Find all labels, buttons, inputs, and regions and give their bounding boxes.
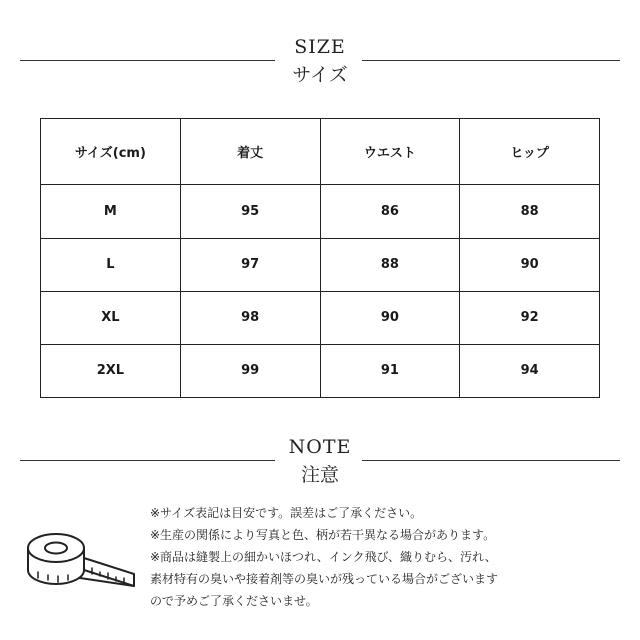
cell-size: M [41,185,181,238]
note-text [150,502,620,612]
note-title-en: NOTE [288,436,352,458]
note-title-ja: 注意 [300,464,339,486]
cell-waist: 90 [320,291,460,344]
note-line: ※生産の関係により写真と色、柄が若干異なる場合があります。 [150,528,496,542]
cell-waist: 91 [320,344,460,397]
size-title-ja: サイズ [292,64,348,86]
table-row [41,185,600,238]
note-line: 素材特有の臭いや接着剤等の臭いが残っている場合がございます [150,572,499,586]
cell-hip: 92 [460,291,600,344]
table-header-row [41,119,600,185]
size-section-header [0,36,640,86]
header-size: サイズ(cm) [41,119,181,185]
cell-length: 99 [180,344,320,397]
cell-size: 2XL [41,344,181,397]
note-line: ※商品は縫製上の細かいほつれ、インク飛び、織りむら、汚れ、 [150,550,497,564]
header-hip: ヒップ [460,119,600,185]
table-row [41,238,600,291]
cell-length: 95 [180,185,320,238]
cell-waist: 86 [320,185,460,238]
size-title-en: SIZE [294,36,346,58]
cell-size: XL [41,291,181,344]
cell-size: L [41,238,181,291]
note-line: ※サイズ表記は目安です。誤差はご了承ください。 [150,506,423,520]
header-length: 着丈 [180,119,320,185]
cell-length: 97 [180,238,320,291]
table-row [41,344,600,397]
size-table [40,118,600,398]
cell-waist: 88 [320,238,460,291]
cell-hip: 94 [460,344,600,397]
note-section-header [0,436,640,486]
table-row [41,291,600,344]
header-waist: ウエスト [320,119,460,185]
measuring-tape-icon [22,522,140,592]
cell-hip: 88 [460,185,600,238]
cell-length: 98 [180,291,320,344]
cell-hip: 90 [460,238,600,291]
note-line: ので予めご了承くださいませ。 [150,594,318,608]
